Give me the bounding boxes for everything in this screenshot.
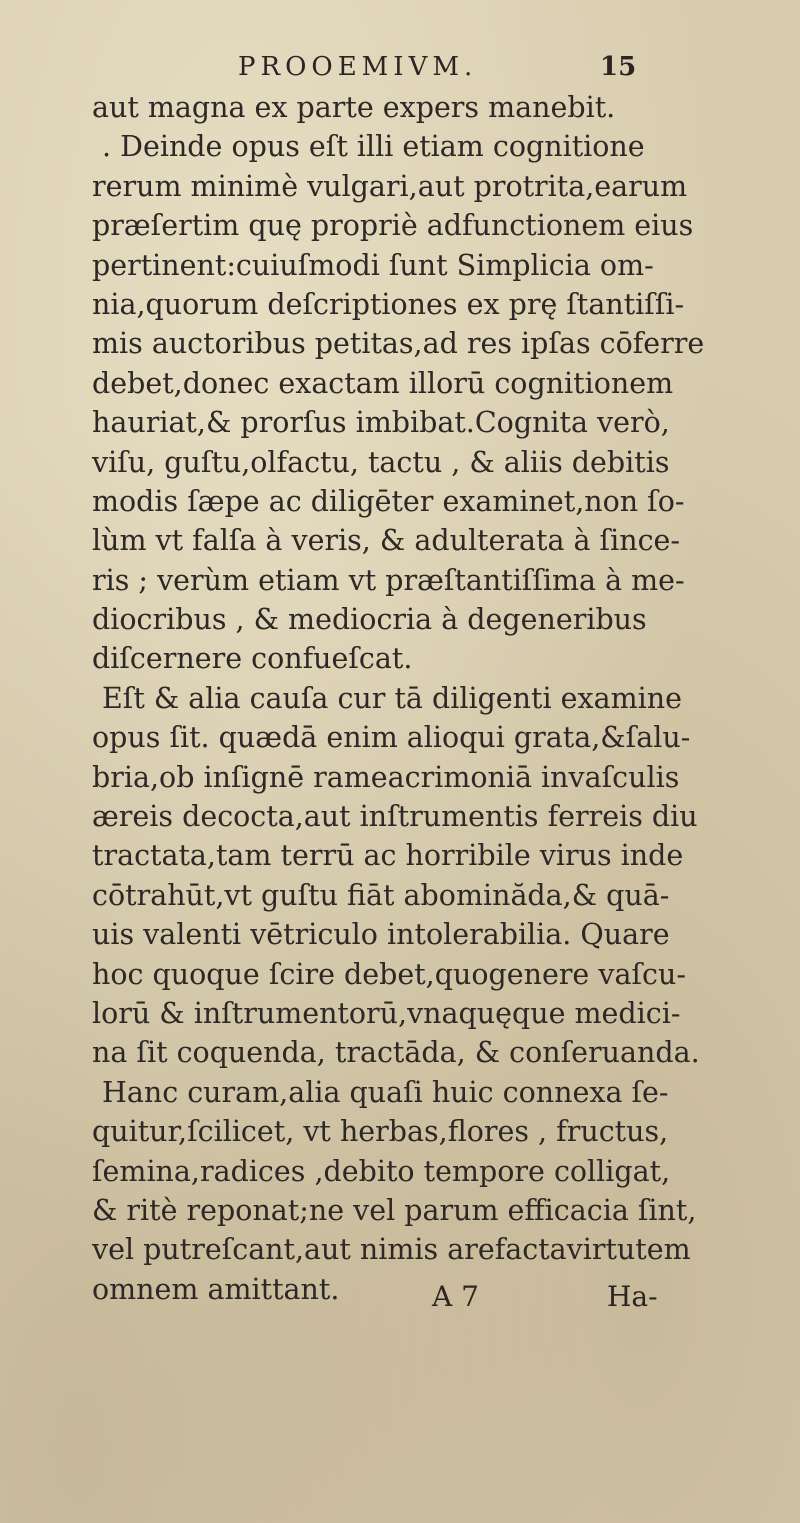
page-number: 15 xyxy=(600,52,637,82)
text-line: tractata,tam terrū ac horribile virus inde xyxy=(92,839,684,873)
text-line: nia,quorum deſcriptiones ex prę ſtantiſſi- xyxy=(92,287,685,321)
text-line: rerum minimè vulgari,aut protrita,earum xyxy=(92,169,688,203)
text-line: ris ; verùm etiam vt præſtantiſſima à me- xyxy=(92,563,685,597)
text-line: ſemina,radices ,debito tempore colligat, xyxy=(92,1154,671,1188)
body-text xyxy=(92,88,705,1309)
text-line: Eſt & alia cauſa cur tā diligenti examine xyxy=(102,681,682,715)
signature-mark: A 7 xyxy=(432,1280,479,1313)
catchword: Ha- xyxy=(607,1280,658,1313)
text-line: hauriat,& prorſus imbibat.Cognita verò, xyxy=(92,406,670,440)
text-line: aut magna ex parte expers manebit. xyxy=(92,91,616,124)
text-line: hoc quoque ſcire debet,quogenere vaſcu- xyxy=(92,957,686,991)
text-line: bria,ob inſignē rameacrimoniā invaſculis xyxy=(92,760,680,794)
text-line: Hanc curam,alia quaſi huic connexa ſe- xyxy=(102,1075,669,1109)
text-line: præſertim quę propriè adfunctionem eius xyxy=(92,209,694,243)
text-line: & ritè reponat;ne vel parum efficacia ſint, xyxy=(92,1193,697,1227)
text-line: pertinent:cuiuſmodi ſunt Simplicia om- xyxy=(92,248,654,282)
text-line: mis auctoribus petitas,ad res ipſas cōferre xyxy=(92,327,705,361)
text-line: modis ſæpe ac diligēter examinet,non ſo- xyxy=(92,484,685,518)
text-line: quitur,ſcilicet, vt herbas,flores , fructus, xyxy=(92,1115,669,1149)
text-line: opus ſit. quædā enim alioqui grata,&ſalu- xyxy=(92,721,691,755)
text-line: diocribus , & mediocria à degeneribus xyxy=(92,603,647,637)
running-head xyxy=(0,52,800,92)
text-line: . Deinde opus eſt illi etiam cognitione xyxy=(102,130,645,164)
text-line: cōtrahūt,vt guſtu fiāt abominăda,& quā- xyxy=(92,878,670,912)
text-line: diſcernere confueſcat. xyxy=(92,642,413,676)
text-line: æreis decocta,aut inſtrumentis ferreis diu xyxy=(92,800,698,834)
text-line: lùm vt falſa à veris, & adulterata à ſince- xyxy=(92,524,681,558)
running-title: PROOEMIVM. xyxy=(238,52,478,82)
page-footer xyxy=(0,1280,800,1320)
text-line: na ſit coquenda, tractāda, & conſeruanda. xyxy=(92,1036,700,1070)
text-line: debet,donec exactam illorū cognitionem xyxy=(92,366,674,400)
text-line: omnem amittant. xyxy=(92,1272,340,1306)
text-line: vel putreſcant,aut nimis arefactavirtutem xyxy=(92,1233,691,1267)
text-line: uis valenti vētriculo intolerabilia. Quare xyxy=(92,918,670,952)
text-line: lorū & inſtrumentorū,vnaquęque medici- xyxy=(92,996,681,1030)
text-line: viſu, guſtu,olfactu, tactu , & aliis debitis xyxy=(92,445,670,479)
